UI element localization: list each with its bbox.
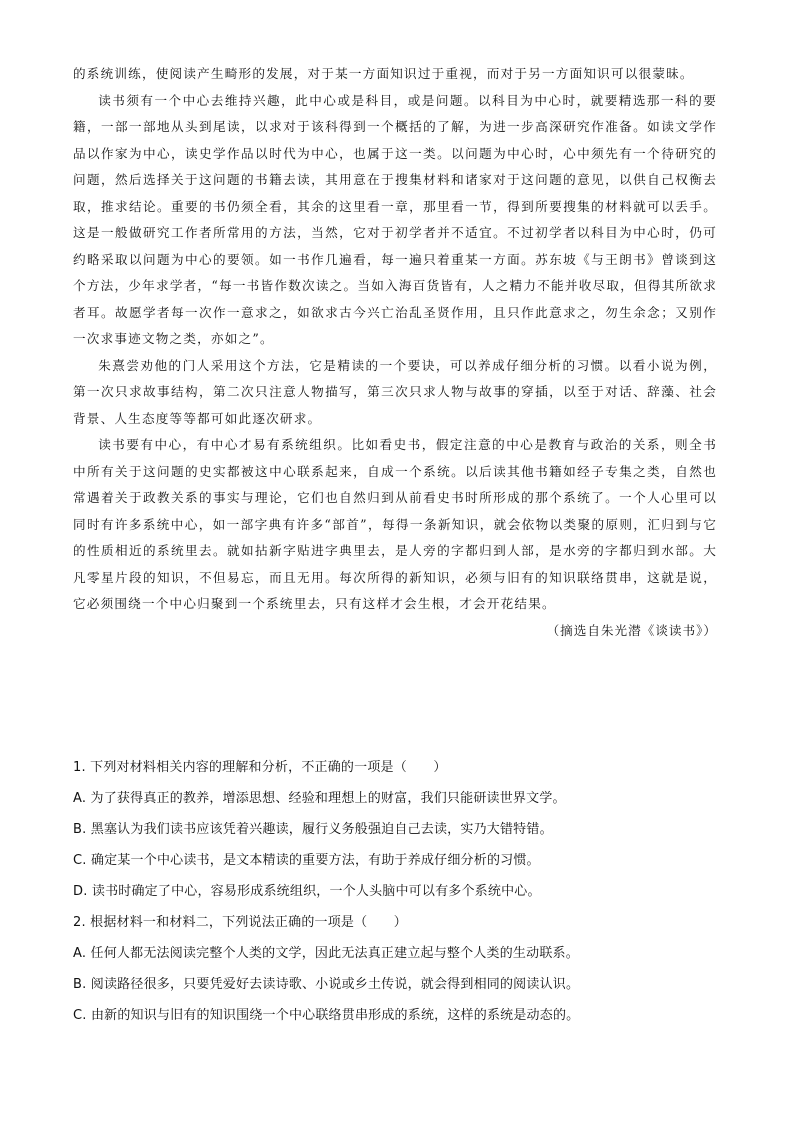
question-option: D. 读书时确定了中心，容易形成系统组织，一个人头脑中可以有多个系统中心。 bbox=[73, 884, 541, 899]
question-option: B. 黑塞认为我们读书应该凭着兴趣读，履行义务般强迫自己去读，实乃大错特错。 bbox=[73, 822, 553, 837]
question-option: C. 由新的知识与旧有的知识围绕一个中心联络贯串形成的系统，这样的系统是动态的。 bbox=[73, 1008, 580, 1023]
passage-paragraph: 朱熹尝劝他的门人采用这个方法，它是精读的一个要诀，可以养成仔细分析的习惯。以看小说为例，第一次只求故事结构，第二次只注意人物描写，第三次只求人物与故事的穿插，以至于对话、辞藻、社会背景、人生态度等等都可如此逐次研求。 bbox=[73, 357, 717, 426]
question-stem: 2. 根据材料一和材料二，下列说法正确的一项是（ ） bbox=[73, 915, 407, 930]
passage-body bbox=[73, 61, 717, 644]
passage-paragraph-continued: 的系统训练，使阅读产生畸形的发展，对于某一方面知识过于重视，而对于另一方面知识可以很蒙昧。 bbox=[73, 66, 694, 81]
question-section bbox=[73, 752, 723, 1031]
question-option: C. 确定某一个中心读书，是文本精读的重要方法，有助于养成仔细分析的习惯。 bbox=[73, 853, 540, 868]
passage-paragraph: 读书要有中心，有中心才易有系统组织。比如看史书，假定注意的中心是教育与政治的关系，则全书中所有关于这问题的史实都被这中心联系起来，自成一个系统。以后读其他书籍如经子专集之类，自然也常遇着关于政教关系的事实与理论，它们也自然归到从前看史书时所形成的那个系统了。一个人心里可以同时有许多系统中心，如一部字典有许多“部首”，每得一条新知识，就会依物以类聚的原则，汇归到与它的性质相近的系统里去。就如拈新字贴进字典里去，是人旁的字都归到人部，是水旁的字都归到水部。大凡零星片段的知识，不但易忘，而且无用。每次所得的新知识，必须与旧有的知识联络贯串，这就是说，它必须围绕一个中心归聚到一个系统里去，只有这样才会生根，才会开花结果。 bbox=[73, 437, 717, 611]
passage-paragraph: 读书须有一个中心去维持兴趣，此中心或是科目，或是问题。以科目为中心时，就要精选那一科的要籍，一部一部地从头到尾读，以求对于该科得到一个概括的了解，为进一步高深研究作准备。如读文学作品以作家为中心，读史学作品以时代为中心，也属于这一类。以问题为中心时，心中须先有一个待研究的问题，然后选择关于这问题的书籍去读，其用意在于搜集材料和诸家对于这问题的意见，以供自己权衡去取，推求结论。重要的书仍须全看，其余的这里看一章，那里看一节，得到所要搜集的材料就可以丢手。这是一般做研究工作者所常用的方法，当然，它对于初学者并不适宜。不过初学者以科目为中心时，仍可约略采取以问题为中心的要领。如一书作几遍看，每一遍只着重某一方面。苏东坡《与王朗书》曾谈到这个方法，少年求学者，“每一书皆作数次读之。当如入海百货皆有，人之精力不能并收尽取，但得其所欲求者耳。故愿学者每一次作一意求之，如欲求古今兴亡治乱圣贤作用，且只作此意求之，勿生余念；又别作一次求事迹文物之类，亦如之”。 bbox=[73, 92, 717, 346]
question-option: A. 为了获得真正的教养，增添思想、经验和理想上的财富，我们只能研读世界文学。 bbox=[73, 791, 566, 806]
question-option: A. 任何人都无法阅读完整个人类的文学，因此无法真正建立起与整个人类的生动联系。 bbox=[73, 946, 579, 961]
question-stem: 1. 下列对材料相关内容的理解和分析，不正确的一项是（ ） bbox=[73, 760, 447, 775]
passage-source: （摘选自朱光潜《谈读书》） bbox=[546, 622, 717, 638]
question-option: B. 阅读路径很多，只要凭爱好去读诗歌、小说或乡土传说，就会得到相同的阅读认识。 bbox=[73, 977, 580, 992]
